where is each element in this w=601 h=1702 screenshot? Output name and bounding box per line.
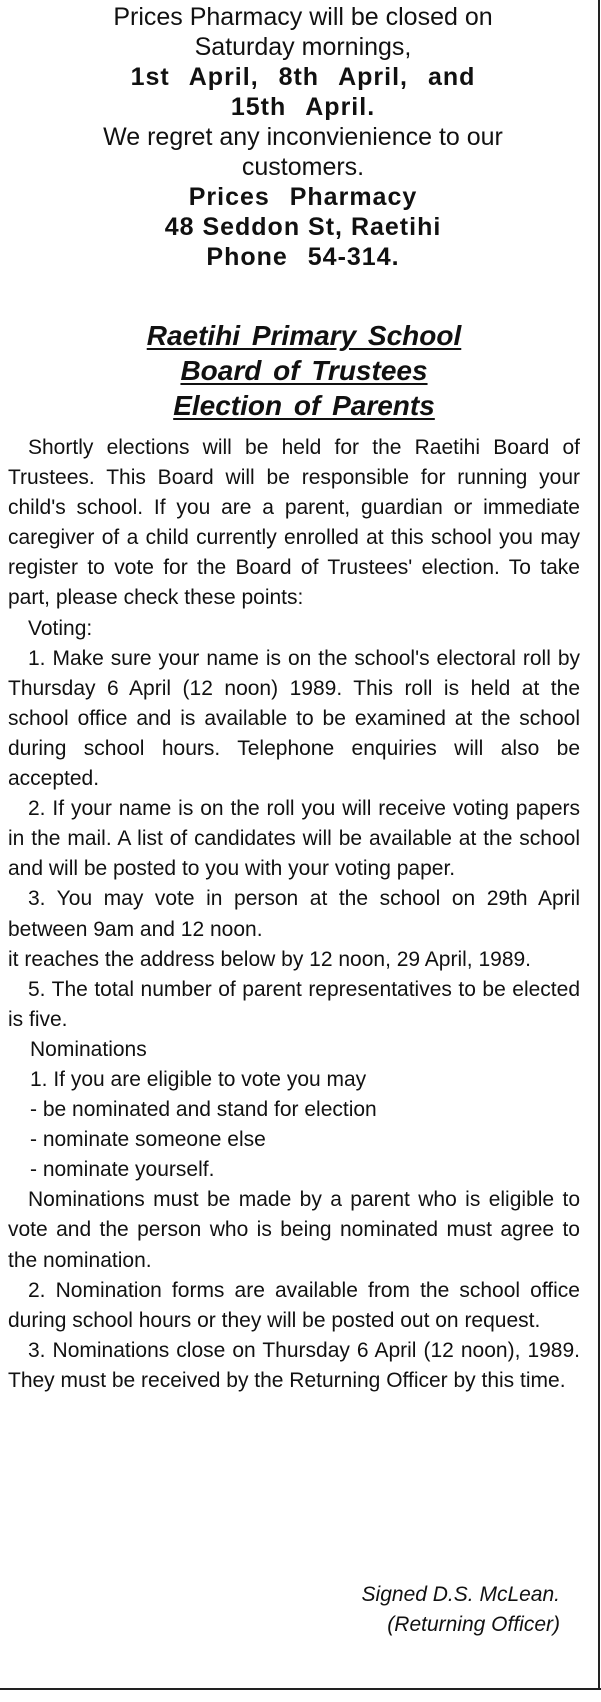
intro-paragraph: Shortly elections will be held for the Raetihi Board of Trustees. This Board will be responsible for running your child's school. If you are a parent, guardian or immediate caregiver of a child currently enrolled at this school you may register to vote for the Board of Trustees' election. To take part, please check these points: — [8, 436, 580, 610]
voting-point-1: 1. Make sure your name is on the school's electoral roll by Thursday 6 April (12 noon) 1989. This roll is held at the school office and is available to be examined at the school during school hours. Telephone enquiries will also be accepted. — [8, 646, 580, 791]
nominations-note: Nominations must be made by a parent who is eligible to vote and the person who is being nominated must agree to the nomination. — [8, 1188, 580, 1272]
nominations-option-someone: - nominate someone else — [30, 1128, 266, 1152]
signature-name: Signed D.S. McLean. — [361, 1583, 560, 1606]
nominations-option-stand: - be nominated and stand for election — [30, 1098, 377, 1122]
heading-board: Board of Trustees — [180, 355, 428, 386]
nominations-point-2: 2. Nomination forms are available from the school office during school hours or they will be posted out on request. — [8, 1278, 580, 1332]
pharmacy-phone: Phone 54-314. — [206, 243, 400, 271]
voting-point-2: 2. If your name is on the roll you will receive voting papers in the mail. A list of candidates will be available at the school and will be posted to you with your voting paper. — [8, 797, 580, 881]
notice-line-6: customers. — [241, 153, 365, 181]
voting-point-4-fragment: it reaches the address below by 12 noon, 29 April, 1989. — [8, 947, 532, 971]
notice-line-5: We regret any inconvienience to our — [103, 123, 503, 151]
notice-line-2: Saturday mornings, — [194, 33, 412, 61]
election-body — [8, 433, 580, 1396]
nominations-point-1: 1. If you are eligible to vote you may — [30, 1067, 367, 1091]
voting-label: Voting: — [28, 616, 93, 640]
voting-point-5: 5. The total number of parent representatives to be elected is five. — [8, 977, 580, 1031]
signature-block — [0, 1580, 560, 1640]
pharmacy-name: Prices Pharmacy — [188, 183, 418, 211]
signature-role: (Returning Officer) — [387, 1613, 560, 1636]
column-rule-bottom — [0, 1688, 601, 1690]
notice-line-1: Prices Pharmacy will be closed on — [113, 3, 493, 31]
nominations-label: Nominations — [30, 1037, 147, 1061]
heading-election: Election of Parents — [173, 390, 435, 421]
pharmacy-notice — [0, 0, 598, 272]
election-heading — [0, 318, 598, 423]
nominations-option-yourself: - nominate yourself. — [30, 1158, 215, 1182]
column-rule-right — [598, 0, 600, 1690]
heading-school: Raetihi Primary School — [146, 320, 462, 351]
nominations-point-3: 3. Nominations close on Thursday 6 April (12 noon), 1989. They must be received by the Returning Officer by this time. — [8, 1338, 580, 1392]
voting-point-3: 3. You may vote in person at the school on 29th April between 9am and 12 noon. — [8, 887, 580, 941]
pharmacy-address: 48 Seddon St, Raetihi — [164, 213, 442, 241]
notice-dates-line-1: 1st April, 8th April, and — [130, 63, 476, 91]
notice-dates-line-2: 15th April. — [230, 93, 376, 121]
